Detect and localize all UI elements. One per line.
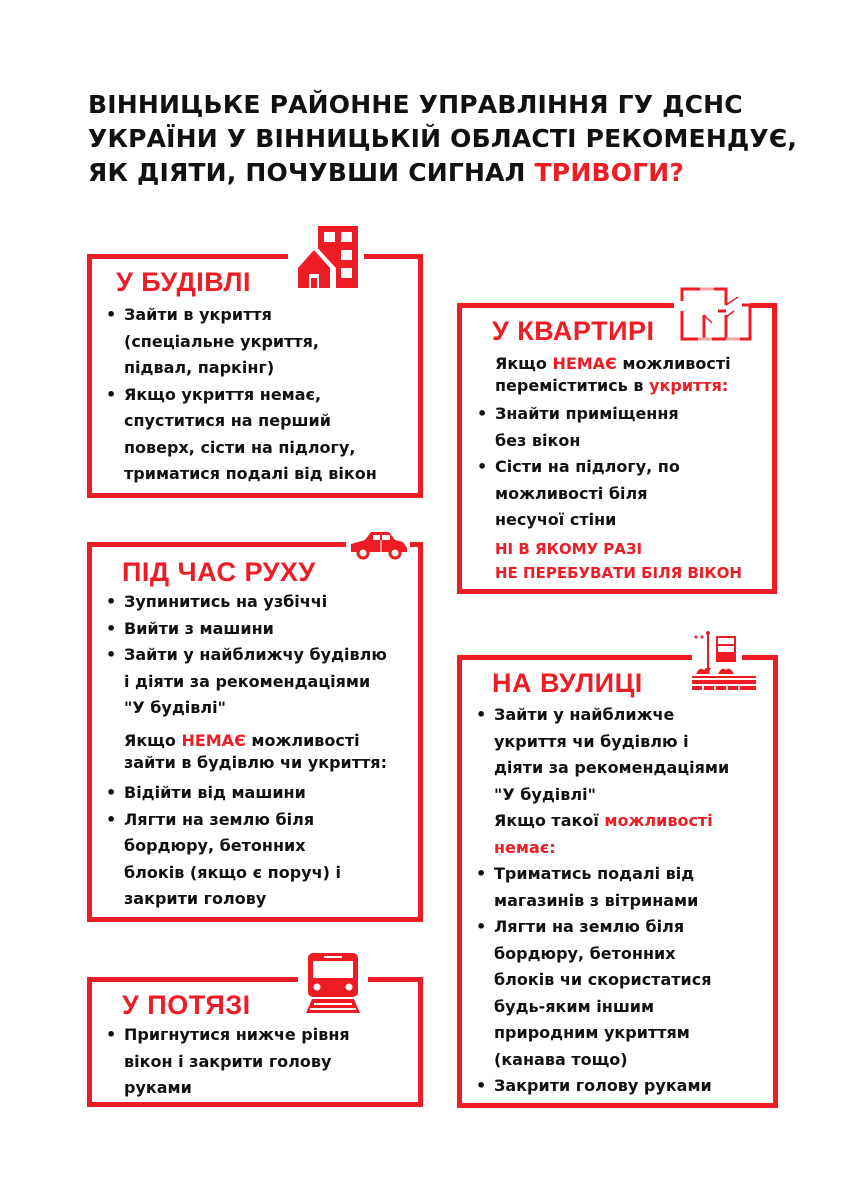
list-item: • Зайти в укриття (спеціальне укриття, підвал, паркінг)	[102, 302, 377, 382]
title-highlight: ТРИВОГИ?	[534, 158, 685, 187]
street-section	[457, 655, 778, 1108]
building-section	[87, 254, 423, 498]
list-item: • Зайти у найближчу будівлю і діяти за рекомендаціями "У будівлі"	[102, 642, 387, 722]
list-item: • Лягти на землю біля бордюру, бетонних блоків чи скористатися будь-яким іншим природним укриттям (канава тощо)	[472, 914, 712, 1073]
title-line-1: ВІННИЦЬКЕ РАЙОННЕ УПРАВЛІННЯ ГУ ДСНС	[88, 90, 743, 119]
list-item: • Лягти на землю біля бордюру, бетонних блоків (якщо є поруч) і закрити голову	[102, 807, 341, 913]
apartment-heading: У КВАРТИРІ	[492, 316, 655, 346]
apartment-note: Якщо НЕМАЄ можливості переміститись в укриття:	[495, 354, 731, 395]
street-list-2	[472, 861, 712, 1100]
moving-heading: ПІД ЧАС РУХУ	[122, 557, 316, 587]
list-item: • Триматись подалі від магазинів з вітринами	[472, 861, 712, 914]
list-item: • Зупинитись на узбіччі	[102, 589, 387, 616]
street-heading: НА ВУЛИЦІ	[492, 668, 643, 698]
building-icon	[292, 226, 362, 294]
list-item: • Пригнутися нижче рівня вікон і закрити голову руками	[102, 1022, 350, 1102]
list-item: • Зайти у найближче укриття чи будівлю і діяти за рекомендаціями "У будівлі"	[472, 702, 729, 808]
list-item: • Сісти на підлогу, по можливості біля несучої стіни	[473, 454, 680, 534]
train-section	[87, 977, 423, 1107]
street-list	[472, 702, 729, 808]
apartment-warning: НІ В ЯКОМУ РАЗІ НЕ ПЕРЕБУВАТИ БІЛЯ ВІКОН	[495, 540, 742, 582]
building-heading: У БУДІВЛІ	[116, 267, 251, 297]
list-item: • Відійти від машини	[102, 780, 341, 807]
floor-plan-icon	[678, 287, 762, 343]
moving-note: Якщо НЕМАЄ можливості зайти в будівлю чи укриття:	[124, 731, 387, 772]
list-item: • Якщо укриття немає, спуститися на перший поверх, сісти на підлогу, триматися подалі від вікон	[102, 382, 377, 488]
train-heading: У ПОТЯЗІ	[122, 990, 251, 1020]
moving-list-2	[102, 780, 341, 913]
title-line-2: УКРАЇНИ У ВІННИЦЬКІЙ ОБЛАСТІ РЕКОМЕНДУЄ,	[88, 124, 798, 153]
list-item: • Знайти приміщення без вікон	[473, 401, 680, 454]
page-title	[88, 88, 808, 190]
apartment-section	[457, 303, 777, 594]
train-icon	[302, 953, 364, 1015]
list-item: • Закрити голову руками	[472, 1073, 712, 1100]
building-list	[102, 302, 377, 488]
moving-section	[87, 542, 423, 922]
train-list	[102, 1022, 350, 1102]
moving-list	[102, 589, 387, 722]
apartment-list	[473, 401, 680, 534]
street-icon	[692, 630, 756, 694]
title-line-3: ЯК ДІЯТИ, ПОЧУВШИ СИГНАЛ ТРИВОГИ?	[88, 158, 685, 187]
street-note: Якщо такої можливості немає:	[494, 811, 713, 857]
list-item: • Вийти з машини	[102, 616, 387, 643]
car-icon	[349, 530, 409, 560]
